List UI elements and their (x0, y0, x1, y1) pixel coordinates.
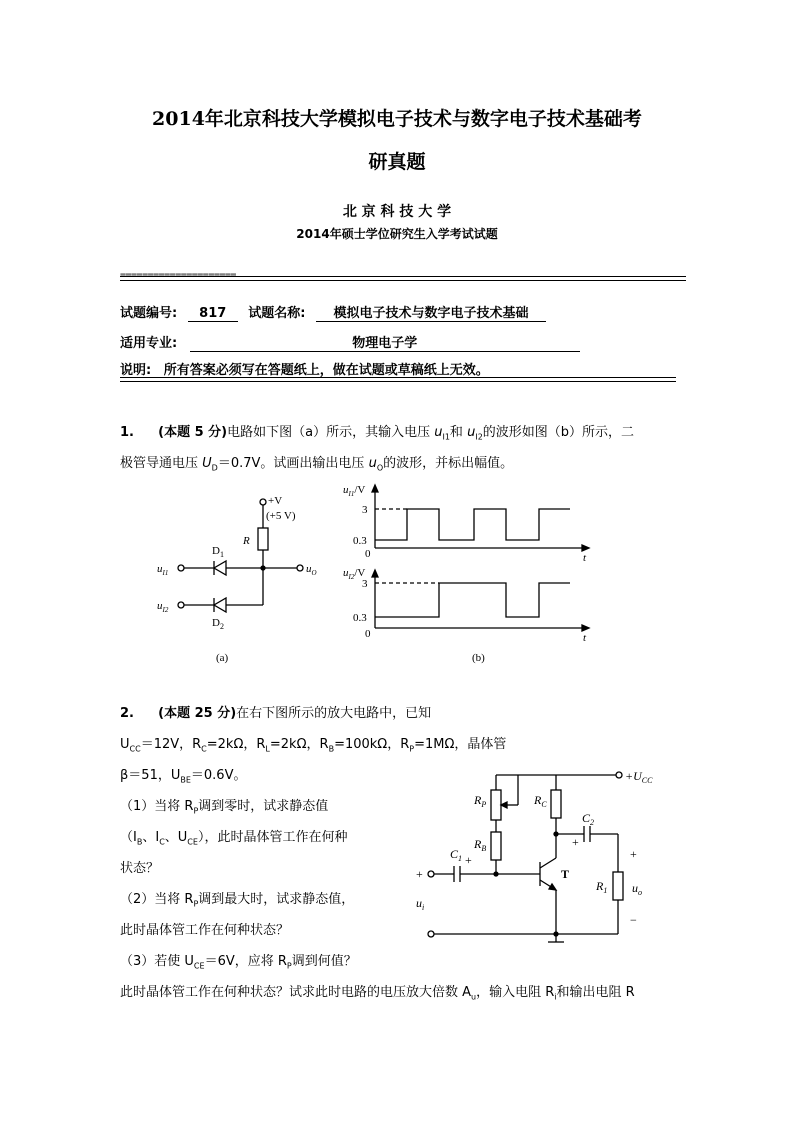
q1-text-4: ＝0.7V。试画出输出电压 (217, 456, 365, 471)
exam-name-value: 模拟电子技术与数字电子技术基础 (316, 302, 546, 322)
q2-part3-line1: （3）若使 $U_{CE}=6V$，应将 $R_P$调到何值？ (120, 954, 357, 971)
ui-minus-terminal (428, 931, 434, 937)
q1-figure (150, 478, 600, 668)
q2-part1-line2: （$I_B$、$I_C$、$U_{CE}$），此时晶体管工作在何种 (120, 830, 348, 847)
wave1-y-low: 0.3 (353, 535, 367, 547)
wave2-t-label: t (583, 632, 587, 644)
c2-label: $C_2$ (582, 811, 595, 827)
d1-label: $D_1$ (212, 545, 224, 559)
ui-label: $u_i$ (416, 896, 425, 912)
rc-label: $R_C$ (534, 793, 547, 809)
note-row (120, 359, 489, 378)
resistor-r1 (613, 872, 623, 900)
q1-text-1: 电路如下图（a）所示，其输入电压 (227, 425, 431, 440)
q2-line1 (120, 702, 431, 721)
ucc-label: $+U_{CC}$ (625, 769, 653, 785)
q2-number: 2. (120, 706, 134, 721)
q2-intro: 在右下图所示的放大电路中，已知 (236, 706, 432, 721)
resistor-r (258, 528, 268, 550)
major-row (120, 332, 580, 352)
q1-uo: u (368, 456, 377, 471)
c1-label: $C_1$ (450, 847, 463, 863)
vplus-terminal (260, 499, 266, 505)
q2-params-line1: $U_{CC}=12V$，$R_C=2k\Omega$，$R_L=2k\Omega$，$R_B=100k\Omega$，$R_P=1M\Omega$，晶体管 (120, 737, 507, 754)
q2-part2-line1: （2）当将 $R_P$调到最大时，试求静态值， (120, 892, 355, 909)
vplus-value: (+5 V) (266, 510, 296, 522)
q1-uo-sub: O (376, 463, 384, 473)
q1-line1 (120, 421, 634, 442)
exam-code-label: 试题编号: (120, 306, 178, 321)
ui-plus-sign: + (416, 867, 423, 881)
q1-ui2: u (467, 425, 476, 440)
transistor-label: T (561, 867, 570, 881)
q1-text-5: 的波形，并标出幅值。 (383, 456, 514, 471)
vplus-label: +V (268, 495, 283, 507)
rb-label: $R_B$ (474, 837, 487, 853)
exam-name-label: 试题名称: (248, 306, 306, 321)
r-label: R (243, 535, 250, 547)
diode-d2 (214, 598, 226, 612)
note-label: 说明: (120, 363, 152, 378)
wave1-t-label: t (583, 552, 587, 564)
major-value: 物理电子学 (190, 332, 580, 352)
resistor-rc (551, 790, 561, 818)
c1-plus-sign: + (465, 853, 472, 867)
wave1-signal (375, 509, 570, 540)
q1-text-2: 的波形如图（b）所示，二 (482, 425, 635, 440)
wave2-axis-label: $u_{I2}/V$ (343, 567, 366, 581)
wave1-axis-label: $u_{I1}/V$ (343, 484, 366, 498)
q2-amplifier-figure (408, 762, 678, 952)
document-title-line2: 研真题 (368, 151, 426, 173)
major-label: 适用专业: (120, 336, 178, 351)
wave2-y-high: 3 (362, 578, 368, 590)
q1-ui2-sub: I2 (475, 432, 483, 442)
exam-code-value: 817 (188, 306, 238, 322)
note-text: 所有答案必须写在答题纸上，做在试题或草稿纸上无效。 (163, 363, 489, 378)
q1-ud-sub: D (211, 463, 218, 473)
exam-code-row (120, 302, 546, 322)
q2-params-line2: β＝51，$U_{BE}=0.6V$。 (120, 768, 247, 785)
d2-label: $D_2$ (212, 617, 224, 631)
ui1-terminal (178, 565, 184, 571)
ui1-label: $u_{I1}$ (157, 563, 169, 577)
resistor-rb (491, 832, 501, 860)
ui-plus-terminal (428, 871, 434, 877)
q1-and: 和 (449, 425, 463, 440)
q1-score: (本题 5 分) (158, 425, 228, 440)
figure-label-a: (a) (216, 652, 229, 664)
q1-ui1-sub: I1 (442, 432, 450, 442)
q2-part1-line3: 状态？ (120, 861, 160, 876)
wave1-zero: 0 (365, 548, 371, 560)
uo-plus-sign: + (630, 847, 637, 861)
q2-part1-line1: （1）当将 $R_P$调到零时，试求静态值 (120, 799, 329, 816)
wave2-signal (375, 583, 570, 617)
rp-label: $R_P$ (474, 793, 487, 809)
uo-terminal (297, 565, 303, 571)
q2-part2-line2: 此时晶体管工作在何种状态？ (120, 923, 290, 938)
q1-number: 1. (120, 425, 134, 440)
uo-label: $u_o$ (632, 881, 642, 897)
ui2-label: $u_{I2}$ (157, 600, 169, 614)
q2-score: (本题 25 分) (158, 706, 237, 721)
info-bottom-line-2 (120, 381, 676, 382)
exam-subtitle: 2014年硕士学位研究生入学考试试题 (296, 227, 498, 241)
diode-d1 (214, 561, 226, 575)
separator-text: ===================== (120, 270, 236, 281)
ucc-terminal (616, 772, 622, 778)
wave2-y-low: 0.3 (353, 612, 367, 624)
separator-line-2 (120, 280, 686, 281)
resistor-rp (491, 790, 501, 820)
uo-minus-sign: − (630, 913, 637, 927)
q1-line2 (120, 452, 513, 473)
document-title-line1: 2014年北京科技大学模拟电子技术与数字电子技术基础考 (152, 108, 642, 130)
wave1-y-high: 3 (362, 504, 368, 516)
wave2-zero: 0 (365, 628, 371, 640)
q1-ui1: u (434, 425, 443, 440)
uo-label: $u_O$ (306, 563, 317, 577)
university-name: 北 京 科 技 大 学 (342, 204, 452, 220)
q1-ud: U (202, 456, 212, 471)
q1-text-3: 极管导通电压 (120, 456, 199, 471)
info-bottom-line-1 (120, 377, 676, 378)
r1-label: $R_1$ (596, 879, 608, 895)
q2-part3-line2: 此时晶体管工作在何种状态？试求此时电路的电压放大倍数 $A_u$，输入电阻 $R_i$和输出电阻 R (120, 985, 635, 1002)
figure-label-b: (b) (472, 652, 485, 664)
ui2-terminal (178, 602, 184, 608)
c2-plus-sign: + (572, 835, 579, 849)
separator-line-1 (120, 276, 686, 277)
